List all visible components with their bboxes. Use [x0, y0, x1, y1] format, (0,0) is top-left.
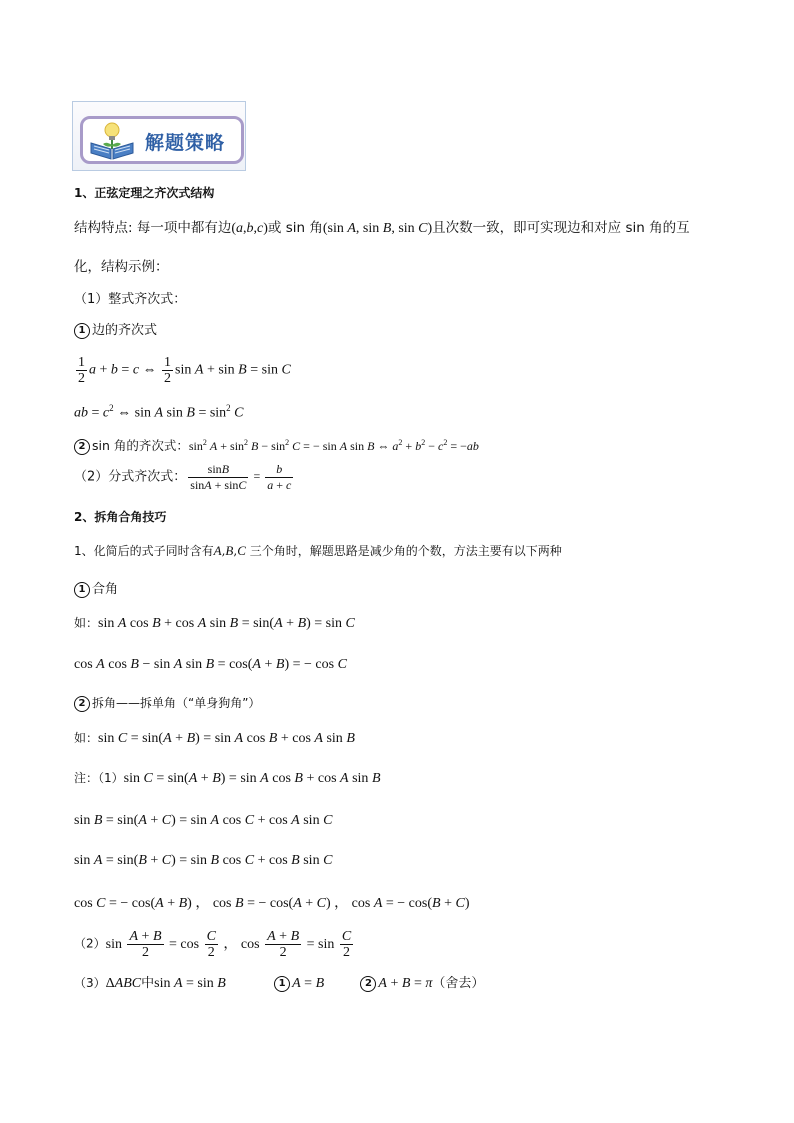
- edge-homogeneous: 1 边的齐次式: [74, 322, 157, 340]
- item1-label: （1）整式齐次式：: [74, 292, 187, 307]
- fraction-homogeneous: （2）分式齐次式： $\frac{\sin B}{\sin A + \sin C}$ = $\frac{b}{a + c}$: [74, 462, 292, 492]
- formula-sum-cos: cos A cos B − sin A sin B = cos(A + B) = − cos C: [74, 657, 347, 672]
- circled-number: 1: [274, 976, 290, 992]
- intro-text-a: 结构特点: 每一项中都有边: [74, 220, 232, 236]
- note-formula-3: （3）ΔABC中sin A = sin B 1 A = B 2 A + B = π（舍去）: [74, 976, 485, 991]
- circled-number: 2: [74, 439, 90, 455]
- note-formula-1: 注：（1）sin C = sin(A + B) = sin A cos B + cos A sin B: [74, 771, 381, 786]
- banner-frame: [80, 116, 244, 164]
- formula-ab-c2: ab = $c^2$ ⇔ sin A $\sin B = \sin^2 C$: [74, 403, 244, 421]
- note-formula-2: （2）sin $\frac{A + B}{2}$ = cos $\frac{C}{2}$ ， cos $\frac{A + B}{2}$ = sin $\frac{C}{2}$: [74, 929, 352, 960]
- circled-number: 1: [74, 582, 90, 598]
- sin-homogeneous: 2 sin 角的齐次式：$\sin^2 A + \sin^2 B - \sin^2 C$ = − sin A sin B ⇔ $a^2 + b^2 - c^2 = -ab$: [74, 434, 479, 455]
- formula-sum-sin: 如：sin A cos B + cos A sin B = sin(A + B) = sin C: [74, 616, 355, 631]
- formula-sinC-split: 如：sin C = sin(A + B) = sin A cos B + cos A sin B: [74, 731, 355, 746]
- banner-title: 解题策略: [145, 132, 226, 154]
- section1-heading: 1、正弦定理之齐次式结构: [74, 186, 215, 200]
- section2-heading: 2、拆角合角技巧: [74, 510, 167, 524]
- section1-intro: 结构特点: 每一项中都有边(a,b,c)或 sin 角(sin A, sin B, sin C)且次数一致，即可实现边和对应 sin 角的互: [74, 220, 690, 236]
- split-angle-label: 2 拆角——拆单角（“单身狗角”）: [74, 694, 260, 713]
- book-lightbulb-icon: [87, 119, 137, 161]
- formula-half-a-b-c: $\frac{1}{2}$ a + b = c ⇔ $\frac{1}{2}$ sin A + sin B = sin C: [78, 355, 291, 386]
- circled-number: 2: [360, 976, 376, 992]
- circled-number: 2: [74, 696, 90, 712]
- section1-intro-line2: 化，结构示例：: [74, 259, 169, 275]
- combine-angle-label: 1 合角: [74, 581, 118, 599]
- intro-text-b: 或 sin 角: [267, 220, 323, 236]
- formula-cos-identities: cos C = − cos(A + B) ， cos B = − cos(A + C) ， cos A = − cos(B + C): [74, 896, 470, 911]
- strategy-banner: [72, 101, 246, 171]
- circled-number: 1: [74, 323, 90, 339]
- formula-sinB: sin B = sin(A + C) = sin A cos C + cos A sin C: [74, 813, 333, 828]
- section2-intro: 1、化简后的式子同时含有A,B,C 三个角时，解题思路是减少角的个数，方法主要有以下两种: [74, 543, 562, 558]
- intro-text-c: 且次数一致，即可实现边和对应 sin 角的互: [432, 220, 690, 236]
- formula-sinA: sin A = sin(B + C) = sin B cos C + cos B sin C: [74, 853, 333, 868]
